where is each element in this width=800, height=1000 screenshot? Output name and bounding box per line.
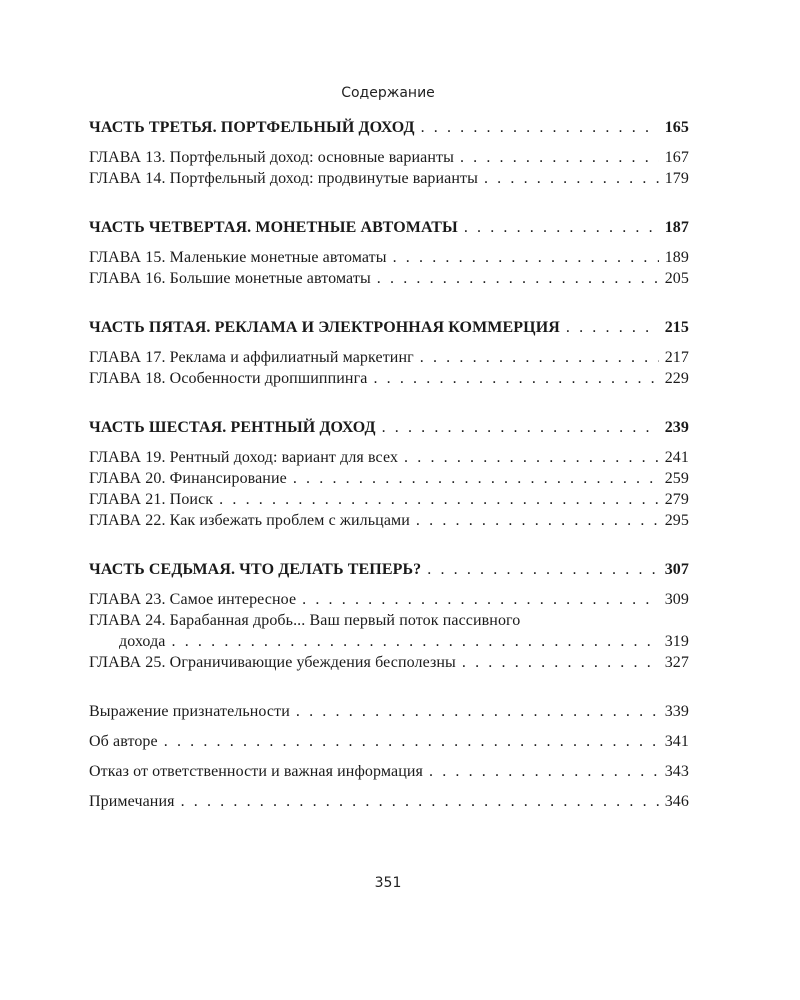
- toc-chapter-entry[interactable]: [89, 368, 689, 389]
- chapter-title-continuation: [89, 631, 689, 652]
- chapter-title: ГЛАВА 21. Поиск: [89, 491, 214, 508]
- dot-leader: [427, 559, 659, 580]
- toc-chapter-entry[interactable]: [89, 447, 689, 468]
- chapter-title: ГЛАВА 16. Большие монетные автоматы: [89, 270, 371, 287]
- dot-leader: [219, 489, 659, 510]
- part-page-number: 239: [664, 419, 689, 436]
- chapter-title-line-1: ГЛАВА 24. Барабанная дробь... Ваш первый поток пассивного: [89, 612, 521, 629]
- page-number-footer: 351: [374, 875, 402, 891]
- chapter-page-number: 295: [664, 512, 689, 529]
- running-head: Содержание: [341, 85, 435, 101]
- part-title: ЧАСТЬ ПЯТАЯ. РЕКЛАМА И ЭЛЕКТРОННАЯ КОММЕРЦИЯ: [89, 319, 560, 336]
- chapter-page-number: 167: [664, 149, 689, 166]
- back-matter-page-number: 343: [664, 763, 689, 780]
- dot-leader: [566, 317, 659, 338]
- chapter-title: ГЛАВА 14. Портфельный доход: продвинутые варианты: [89, 170, 478, 187]
- toc-back-matter-entry[interactable]: [89, 761, 689, 782]
- part-title: ЧАСТЬ СЕДЬМАЯ. ЧТО ДЕЛАТЬ ТЕПЕРЬ?: [89, 561, 422, 578]
- toc-chapter-entry[interactable]: [89, 489, 689, 510]
- toc-part-entry[interactable]: [89, 117, 689, 138]
- dot-leader: [416, 510, 659, 531]
- dot-leader: [296, 701, 659, 722]
- part-title: ЧАСТЬ ТРЕТЬЯ. ПОРТФЕЛЬНЫЙ ДОХОД: [89, 119, 415, 136]
- part-page-number: 307: [664, 561, 689, 578]
- toc-chapter-entry[interactable]: [89, 468, 689, 489]
- chapter-page-number: 279: [664, 491, 689, 508]
- toc-part-group: [89, 117, 689, 189]
- dot-leader: [373, 368, 659, 389]
- toc-back-matter-entry[interactable]: [89, 791, 689, 812]
- back-matter-title: Примечания: [89, 793, 175, 810]
- table-of-contents: [89, 117, 689, 821]
- dot-leader: [181, 791, 659, 812]
- dot-leader: [484, 168, 659, 189]
- toc-chapter-entry[interactable]: [89, 347, 689, 368]
- dot-leader: [302, 589, 659, 610]
- toc-part-group: [89, 417, 689, 531]
- dot-leader: [421, 117, 659, 138]
- toc-part-entry[interactable]: [89, 417, 689, 438]
- toc-chapter-entry[interactable]: [89, 510, 689, 531]
- chapter-page-number: 259: [664, 470, 689, 487]
- dot-leader: [420, 347, 659, 368]
- toc-part-entry[interactable]: [89, 217, 689, 238]
- back-matter-page-number: 346: [664, 793, 689, 810]
- toc-part-group: [89, 317, 689, 389]
- dot-leader: [164, 731, 659, 752]
- part-page-number: 215: [664, 319, 689, 336]
- dot-leader: [293, 468, 659, 489]
- part-title: ЧАСТЬ ШЕСТАЯ. РЕНТНЫЙ ДОХОД: [89, 419, 376, 436]
- toc-back-matter-entry[interactable]: [89, 731, 689, 752]
- part-page-number: 187: [664, 219, 689, 236]
- chapter-title: ГЛАВА 17. Реклама и аффилиатный маркетинг: [89, 349, 414, 366]
- back-matter-page-number: 339: [664, 703, 689, 720]
- toc-part-entry[interactable]: [89, 317, 689, 338]
- back-matter-title: Отказ от ответственности и важная информация: [89, 763, 423, 780]
- dot-leader: [460, 147, 659, 168]
- chapter-page-number: 179: [664, 170, 689, 187]
- chapter-title: ГЛАВА 13. Портфельный доход: основные варианты: [89, 149, 454, 166]
- toc-part-group: [89, 559, 689, 673]
- part-page-number: 165: [664, 119, 689, 136]
- chapter-title: ГЛАВА 22. Как избежать проблем с жильцами: [89, 512, 410, 529]
- toc-chapter-entry[interactable]: [89, 268, 689, 289]
- chapter-page-number: 319: [664, 633, 689, 650]
- back-matter-title: Выражение признательности: [89, 703, 290, 720]
- chapter-title: ГЛАВА 15. Маленькие монетные автоматы: [89, 249, 387, 266]
- chapter-title: ГЛАВА 19. Рентный доход: вариант для всех: [89, 449, 399, 466]
- back-matter-page-number: 341: [664, 733, 689, 750]
- chapter-title: ГЛАВА 23. Самое интересное: [89, 591, 297, 608]
- toc-part-group: [89, 217, 689, 289]
- chapter-page-number: 327: [664, 654, 689, 671]
- chapter-page-number: 217: [664, 349, 689, 366]
- toc-chapter-entry[interactable]: [89, 652, 689, 673]
- toc-chapter-entry-wrapped[interactable]: [89, 610, 689, 652]
- toc-chapter-entry[interactable]: [89, 168, 689, 189]
- toc-part-entry[interactable]: [89, 559, 689, 580]
- chapter-page-number: 309: [664, 591, 689, 608]
- chapter-page-number: 205: [664, 270, 689, 287]
- toc-back-matter-entry[interactable]: [89, 701, 689, 722]
- dot-leader: [429, 761, 659, 782]
- toc-chapter-entry[interactable]: [89, 247, 689, 268]
- chapter-title-line-2: дохода: [119, 633, 166, 650]
- dot-leader: [404, 447, 659, 468]
- chapter-title: ГЛАВА 25. Ограничивающие убеждения бесполезны: [89, 654, 456, 671]
- toc-chapter-entry[interactable]: [89, 147, 689, 168]
- dot-leader: [464, 217, 659, 238]
- dot-leader: [393, 247, 659, 268]
- dot-leader: [382, 417, 659, 438]
- chapter-page-number: 241: [664, 449, 689, 466]
- chapter-title: ГЛАВА 18. Особенности дропшиппинга: [89, 370, 368, 387]
- part-title: ЧАСТЬ ЧЕТВЕРТАЯ. МОНЕТНЫЕ АВТОМАТЫ: [89, 219, 458, 236]
- dot-leader: [172, 631, 659, 652]
- back-matter-title: Об авторе: [89, 733, 158, 750]
- chapter-page-number: 189: [664, 249, 689, 266]
- chapter-page-number: 229: [664, 370, 689, 387]
- dot-leader: [377, 268, 659, 289]
- toc-chapter-entry[interactable]: [89, 589, 689, 610]
- chapter-title: ГЛАВА 20. Финансирование: [89, 470, 287, 487]
- dot-leader: [462, 652, 659, 673]
